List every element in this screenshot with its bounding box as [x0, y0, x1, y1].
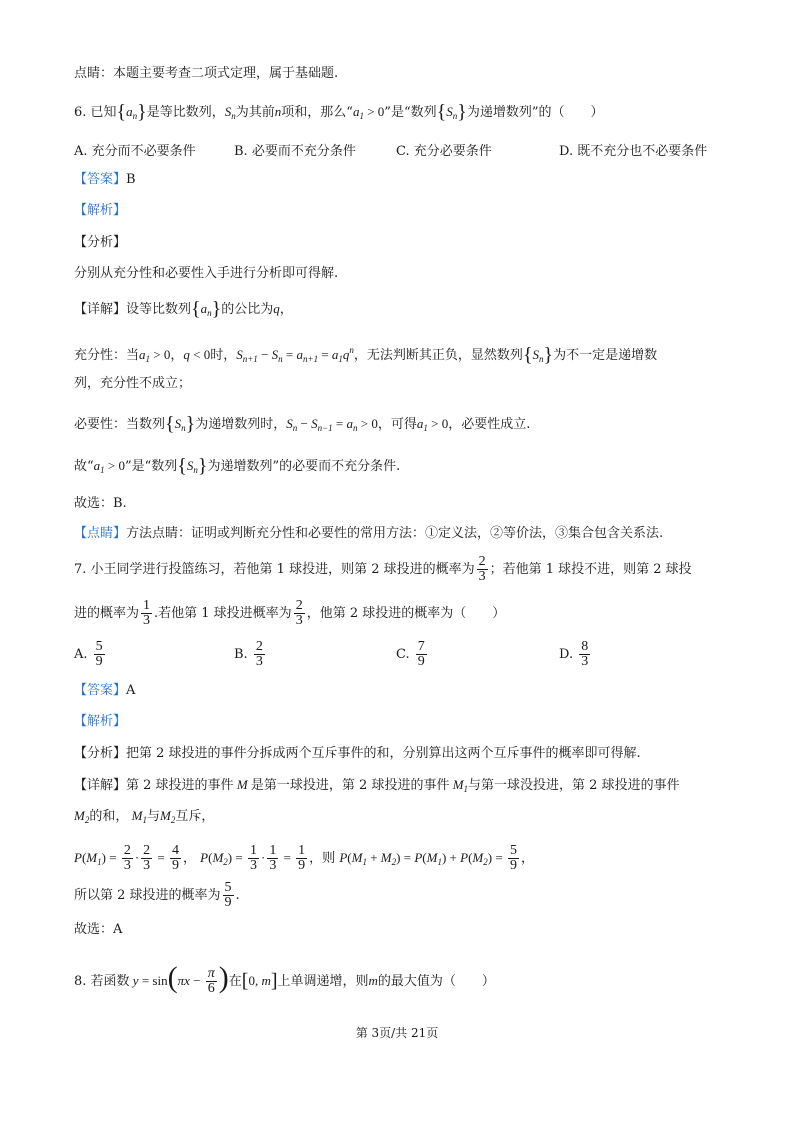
- q7-detail-2: $M_2$的和， $M_1$与$M_2$互斥，: [74, 808, 215, 825]
- q6-detail-3: 列，充分性不成立；: [74, 376, 192, 391]
- q6-note: 【点睛】方法点睛：证明或判断充分性和必要性的常用方法：①定义法，②等价法，③集合包含关系法.: [74, 526, 664, 541]
- q6-option-d: D. 既不充分也不必要条件: [559, 144, 708, 159]
- q6-fenxi-tag: 【分析】: [74, 235, 127, 250]
- q7-option-c: C. $\frac{7}{9}$: [396, 639, 425, 669]
- q7-detail-4: 所以第 2 球投进的概率为 $\frac{5}{9}$ .: [74, 880, 240, 910]
- q6-answer: 【答案】B: [74, 172, 136, 187]
- q7-stem-2: 进的概率为 $\frac{1}{3}$ .若他第 1 球投进概率为 $\frac{2}{3}$ ，他第 2 球投进的概率为（ ）: [74, 598, 506, 628]
- q7-jiexi: 【解析】: [74, 714, 127, 729]
- q7-option-b: B. $\frac{2}{3}$: [234, 639, 263, 669]
- page-footer: 第 3页/共 21页: [355, 1026, 439, 1040]
- q6-option-c: C. 充分必要条件: [396, 144, 492, 159]
- q6-detail-4: 必要性：当数列$\{S_n\}$为递增数列时，$S_n - S_{n-1} = a_n > 0$，可得$a_1 > 0$，必要性成立.: [74, 413, 531, 435]
- q7-choose: 故选：A: [74, 922, 123, 937]
- q7-fenxi: 【分析】把第 2 球投进的事件分拆成两个互斥事件的和，分别算出这两个互斥事件的概率即可得解.: [74, 746, 641, 761]
- q6-detail-1: 【详解】设等比数列$\{a_n\}$的公比为q，: [74, 298, 293, 320]
- q7-detail-1: 【详解】第 2 球投进的事件 M 是第一球投进，第 2 球投进的事件 $M_1$与第一球没投进，第 2 球投进的事件: [74, 777, 680, 794]
- intro-note: 点睛：本题主要考查二项式定理，属于基础题.: [74, 66, 339, 81]
- q8-stem: 8. 若函数 y = sin(πx − $\frac{\pi}{6}$ )在[0, m]上单调递增，则m的最大值为（ ）: [74, 961, 495, 996]
- q7-detail-3: $P(M_1)$ = $\frac{2}{3}$ · $\frac{2}{3}$ = $\frac{4}{9}$ ， $P(M_2)$ = $\frac{1}{3}$ · $\frac{1}{3}$ = $\frac{1}{9}$ ，则 $P(M_1 + M_2) = P(M_1) + P(M_2)$ = $\frac{5}{9}$ ，: [74, 843, 534, 873]
- q6-detail-2: 充分性：当$a_1 > 0$，q < 0时，$S_{n+1} - S_n = a_{n+1} = a_1q^n$，无法判断其正负，显然数列$\{S_n\}$为不一定是递增数: [74, 344, 658, 366]
- q7-answer: 【答案】A: [74, 683, 136, 698]
- q6-fenxi: 分别从充分性和必要性入手进行分析即可得解.: [74, 266, 339, 281]
- q6-stem: 6. 已知$\{a_n\}$是等比数列，$S_n$为其前n项和，那么“$a_1 > 0$”是“数列$\{S_n\}$为递增数列”的（ ）: [74, 101, 604, 123]
- q7-option-a: A. $\frac{5}{9}$: [74, 639, 103, 669]
- q6-choose: 故选：B.: [74, 496, 127, 511]
- q6-jiexi: 【解析】: [74, 203, 127, 218]
- q7-stem-1: 7. 小王同学进行投篮练习，若他第 1 球投进，则第 2 球投进的概率为 $\frac{2}{3}$ ；若他第 1 球投不进，则第 2 球投: [74, 554, 692, 584]
- q6-option-b: B. 必要而不充分条件: [234, 144, 356, 159]
- q6-option-a: A. 充分而不必要条件: [74, 144, 196, 159]
- q7-option-d: D. $\frac{8}{3}$: [559, 639, 589, 669]
- q6-detail-5: 故“$a_1 > 0$”是“数列$\{S_n\}$为递增数列”的必要而不充分条件.: [74, 455, 401, 477]
